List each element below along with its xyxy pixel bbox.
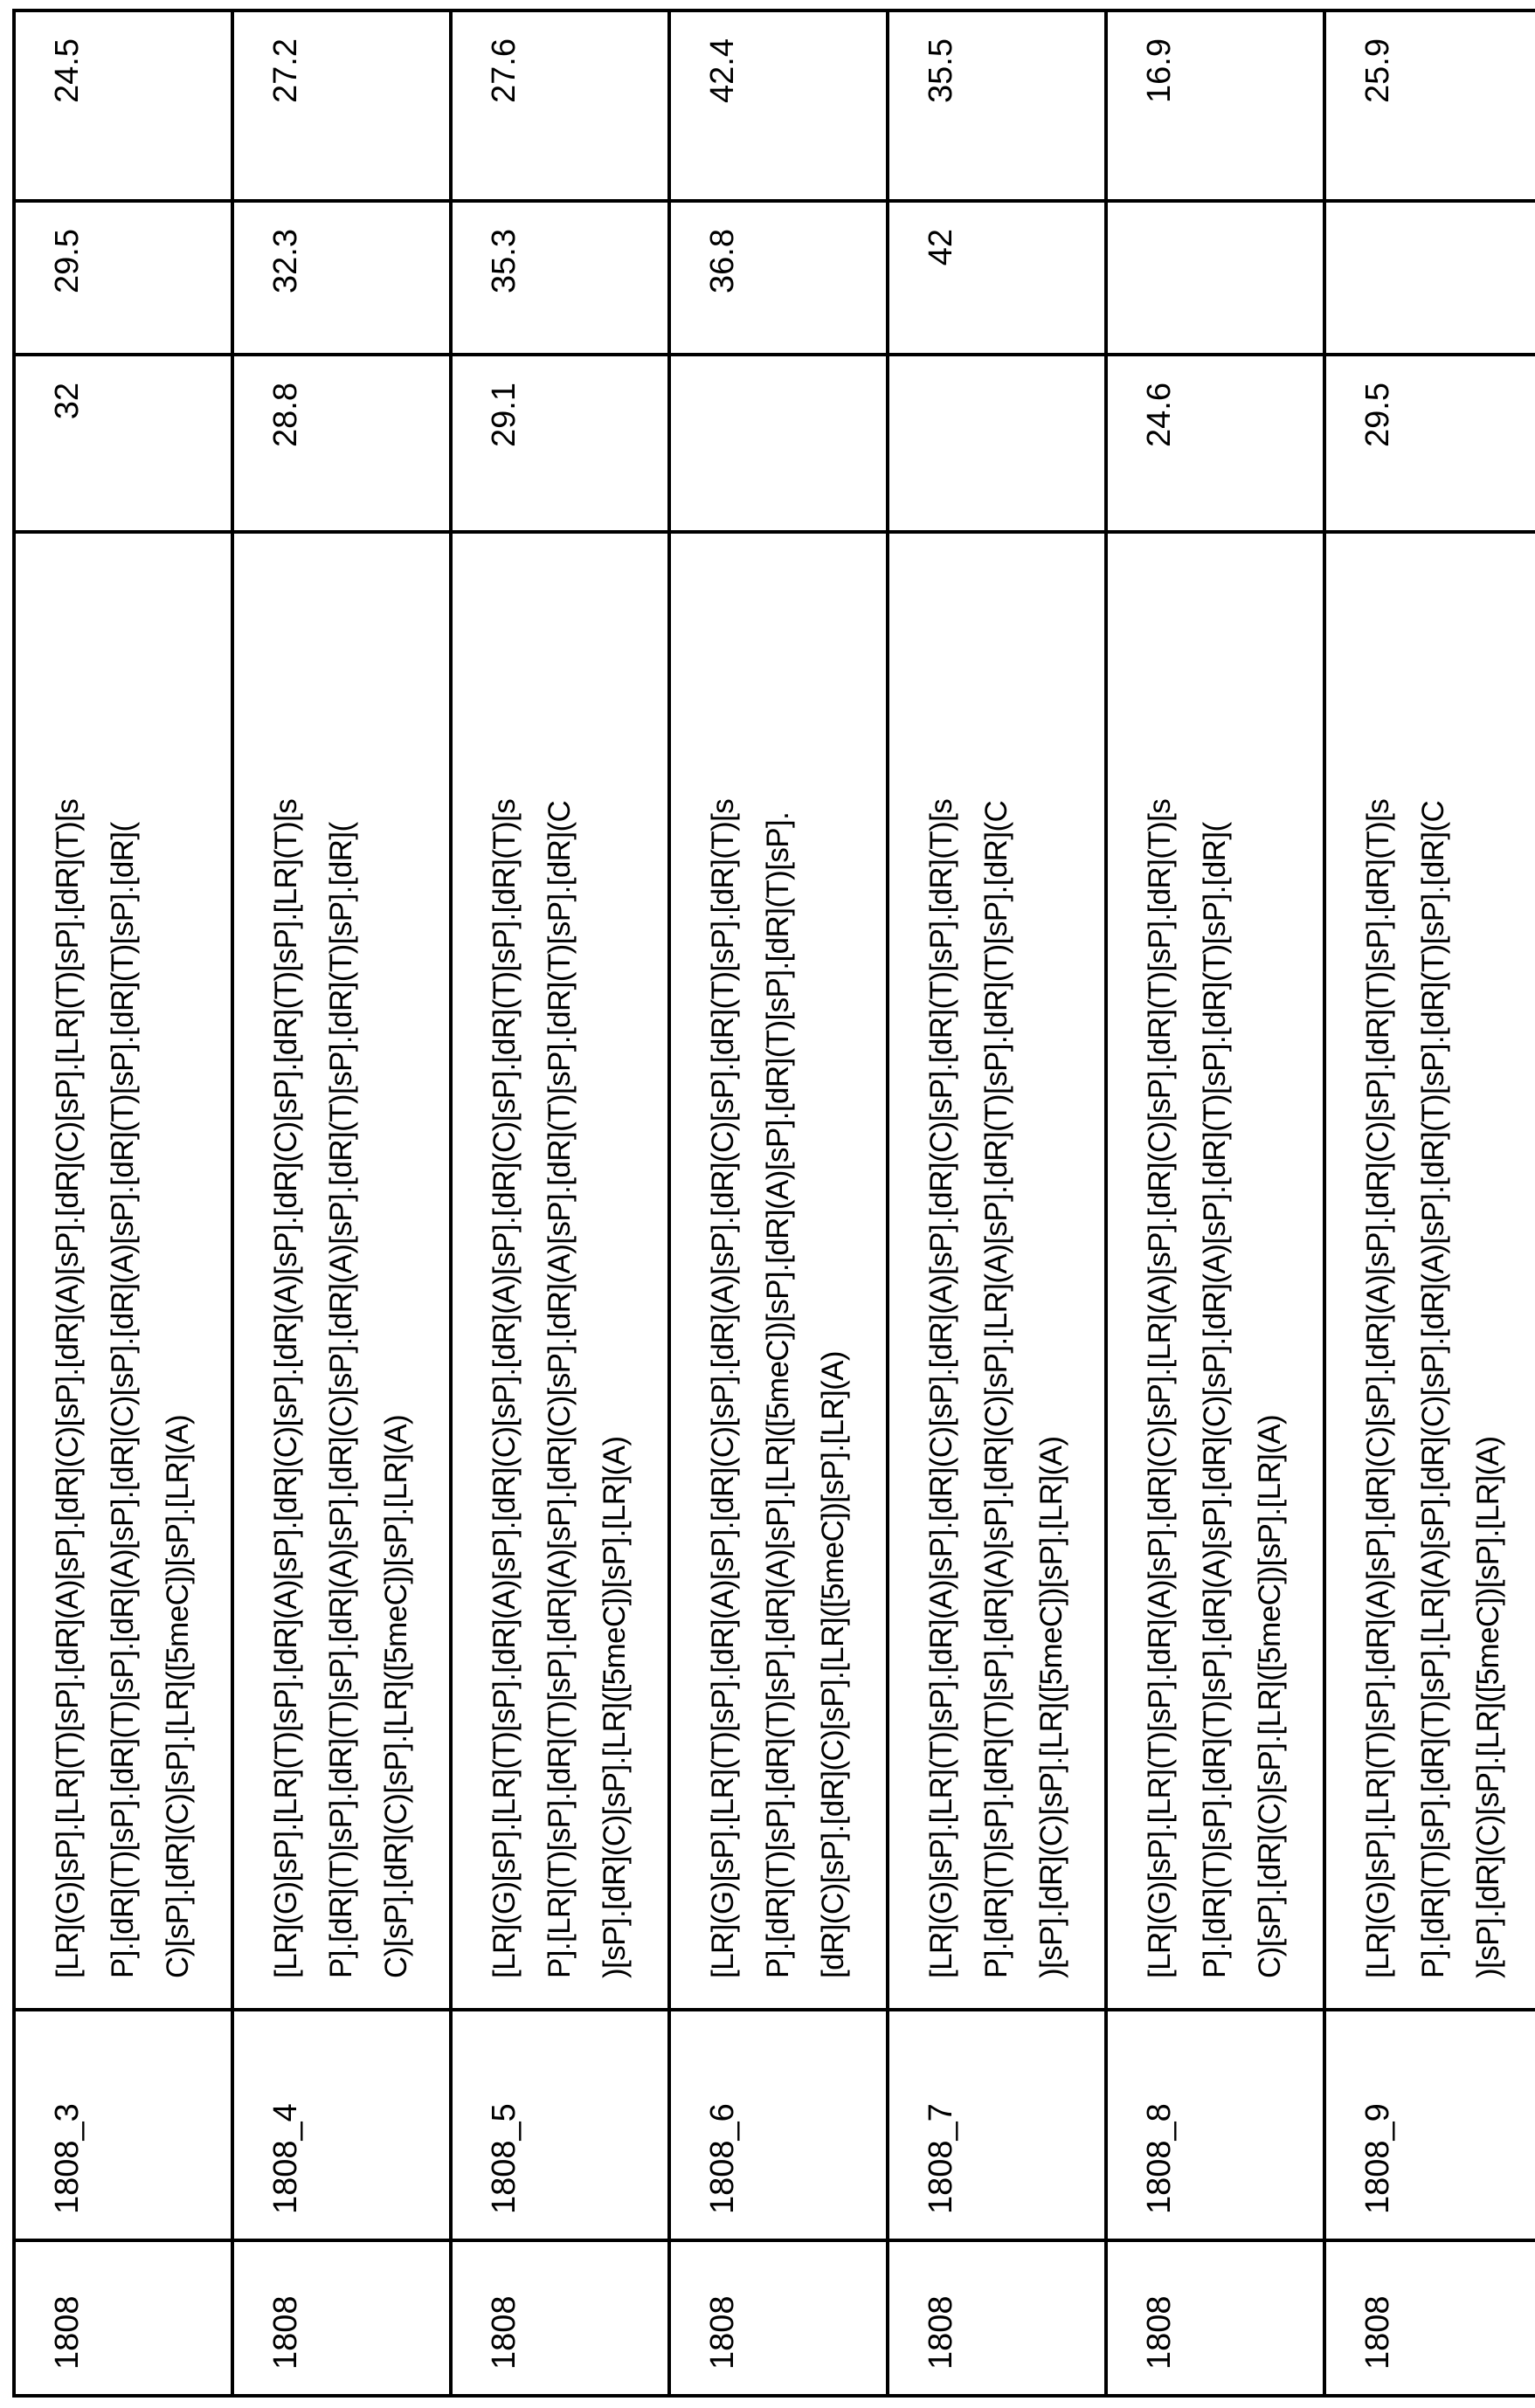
sequence-line: )[sP].[dR](C)[sP].[LR]([5meC])[sP].[LR](A) [587, 555, 642, 1978]
sequence-line: C)[sP].[dR](C)[sP].[LR]([5meC])[sP].[LR](A) [1242, 555, 1297, 1978]
sequence-line: [LR](G)[sP].[LR](T)[sP].[dR](A)[sP].[dR](C)[sP].[dR](A)[sP].[dR](C)[sP].[dR](T)[sP].[dR](T)[s [914, 555, 969, 1978]
sequence-line: [LR](G)[sP].[LR](T)[sP].[dR](A)[sP].[dR](C)[sP].[dR](A)[sP].[dR](C)[sP].[dR](T)[sP].[dR](T)[s [1351, 555, 1406, 1978]
id-cell: 1808 [1106, 2240, 1324, 2396]
table-row [451, 10, 669, 2396]
value-cell-2: 32.3 [232, 201, 451, 355]
value-cell-3: 24.5 [14, 10, 232, 201]
rotated-page [0, 0, 1535, 2408]
compound-cell: 1808_6 [669, 2010, 888, 2240]
value-cell-3: 27.2 [232, 10, 451, 201]
sequence-line: P].[LR](T)[sP].[dR](T)[sP].[dR](A)[sP].[dR](C)[sP].[dR](A)[sP].[dR](T)[sP].[dR](T)[sP].[dR](C [532, 555, 587, 1978]
value-cell-2: 29.5 [14, 201, 232, 355]
id-cell: 1808 [232, 2240, 451, 2396]
id-cell: 1808 [669, 2240, 888, 2396]
sequence-cell [14, 532, 232, 2010]
table-row [1324, 10, 1535, 2396]
compound-cell: 1808_9 [1324, 2010, 1535, 2240]
value-cell-1: 28.8 [232, 355, 451, 532]
value-cell-2 [1324, 201, 1535, 355]
table-row [669, 10, 888, 2396]
sequence-line: [LR](G)[sP].[LR](T)[sP].[dR](A)[sP].[dR](C)[sP].[dR](A)[sP].[dR](C)[sP].[dR](T)[sP].[dR](T)[s [477, 555, 532, 1978]
value-cell-3: 27.6 [451, 10, 669, 201]
table-row [888, 10, 1106, 2396]
id-cell: 1808 [14, 2240, 232, 2396]
sequence-line: P].[dR](T)[sP].[dR](T)[sP].[dR](A)[sP].[dR](C)[sP].[dR](A)[sP].[dR](T)[sP].[dR](T)[sP].[dR]( [314, 555, 369, 1978]
table-row [1106, 10, 1324, 2396]
sequence-line: )[sP].[dR](C)[sP].[LR]([5meC])[sP].[LR](A) [1461, 555, 1516, 1978]
value-cell-1: 29.1 [451, 355, 669, 532]
value-cell-1: 29.5 [1324, 355, 1535, 532]
compound-cell: 1808_3 [14, 2010, 232, 2240]
table-body [14, 10, 1535, 2396]
value-cell-2: 42 [888, 201, 1106, 355]
value-cell-3: 25.9 [1324, 10, 1535, 201]
sequence-line: P].[dR](T)[sP].[dR](T)[sP].[dR](A)[sP].[dR](C)[sP].[dR](A)[sP].[dR](T)[sP].[dR](T)[sP].[dR]( [1187, 555, 1242, 1978]
sequence-line: [LR](G)[sP].[LR](T)[sP].[dR](A)[sP].[dR](C)[sP].[dR](A)[sP].[dR](C)[sP].[dR](T)[sP].[LR](T)[s [259, 555, 314, 1978]
sequence-line: C)[sP].[dR](C)[sP].[LR]([5meC])[sP].[LR](A) [369, 555, 424, 1978]
value-cell-3: 35.5 [888, 10, 1106, 201]
value-cell-2: 36.8 [669, 201, 888, 355]
value-cell-1 [888, 355, 1106, 532]
value-cell-3: 16.9 [1106, 10, 1324, 201]
value-cell-1: 32 [14, 355, 232, 532]
compound-cell: 1808_5 [451, 2010, 669, 2240]
sequence-line: [LR](G)[sP].[LR](T)[sP].[dR](A)[sP].[dR](C)[sP].[dR](A)[sP].[dR](C)[sP].[dR](T)[sP].[dR](T)[s [695, 555, 750, 1978]
id-cell: 1808 [1324, 2240, 1535, 2396]
sequence-line: [LR](G)[sP].[LR](T)[sP].[dR](A)[sP].[dR](C)[sP].[LR](A)[sP].[dR](C)[sP].[dR](T)[sP].[dR](T)[s [1132, 555, 1187, 1978]
value-cell-1 [669, 355, 888, 532]
sequence-line: )[sP].[dR](C)[sP].[LR]([5meC])[sP].[LR](A) [1024, 555, 1079, 1978]
sequence-line: [LR](G)[sP].[LR](T)[sP].[dR](A)[sP].[dR](C)[sP].[dR](A)[sP].[dR](C)[sP].[LR](T)[sP].[dR](T)[s [40, 555, 95, 1978]
compound-cell: 1808_7 [888, 2010, 1106, 2240]
sequence-line: [dR](C)[sP].[dR](C)[sP].[LR]([5meC])[sP].[LR](A) [806, 555, 861, 1978]
sequence-cell [669, 532, 888, 2010]
compound-cell: 1808_8 [1106, 2010, 1324, 2240]
table-row [14, 10, 232, 2396]
id-cell: 1808 [451, 2240, 669, 2396]
sequence-line: C)[sP].[dR](C)[sP].[LR]([5meC])[sP].[LR](A) [150, 555, 205, 1978]
sequence-line: P].[dR](T)[sP].[dR](T)[sP].[dR](A)[sP].[dR](C)[sP].[LR](A)[sP].[dR](T)[sP].[dR](T)[sP].[dR](C [969, 555, 1024, 1978]
sequence-line: P].[dR](T)[sP].[dR](T)[sP].[dR](A)[sP].[LR]([5meC])[sP].[dR](A)[sP].[dR](T)[sP].[dR](T)[sP]. [750, 555, 806, 1978]
compound-cell: 1808_4 [232, 2010, 451, 2240]
sequence-cell [451, 532, 669, 2010]
sequence-line: P].[dR](T)[sP].[dR](T)[sP].[LR](A)[sP].[dR](C)[sP].[dR](A)[sP].[dR](T)[sP].[dR](T)[sP].[dR](C [1406, 555, 1461, 1978]
sequence-cell [232, 532, 451, 2010]
table-row [232, 10, 451, 2396]
value-cell-2: 35.3 [451, 201, 669, 355]
value-cell-3: 42.4 [669, 10, 888, 201]
id-cell: 1808 [888, 2240, 1106, 2396]
sequence-cell [1106, 532, 1324, 2010]
sequence-line: P].[dR](T)[sP].[dR](T)[sP].[dR](A)[sP].[dR](C)[sP].[dR](A)[sP].[dR](T)[sP].[dR](T)[sP].[dR]( [95, 555, 150, 1978]
value-cell-1: 24.6 [1106, 355, 1324, 532]
value-cell-2 [1106, 201, 1324, 355]
sequence-cell [1324, 532, 1535, 2010]
sequence-cell [888, 532, 1106, 2010]
data-table [12, 9, 1535, 2398]
